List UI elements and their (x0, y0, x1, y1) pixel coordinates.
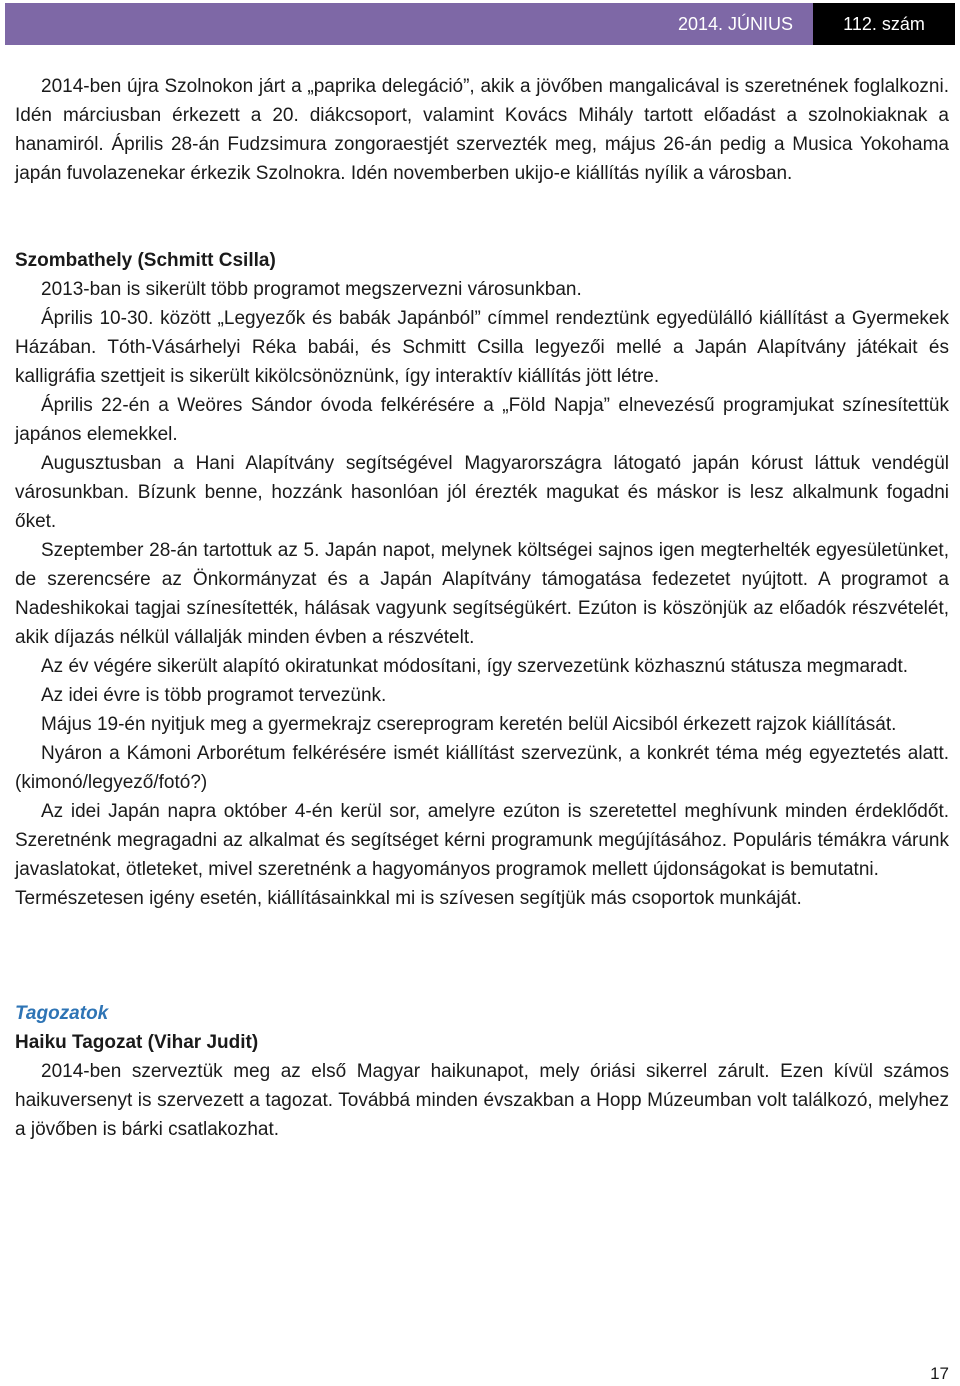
section-title-tagozatok: Tagozatok (15, 1003, 109, 1024)
szombathely-paragraph: Augusztusban a Hani Alapítvány segítségével Magyarországra látogató japán kórust láttuk vendégül városunkban. Bízunk benne, hozzánk hasonlóan jól érezték magukat és máskor is lesz alkalmunk fogadni őket. (15, 453, 949, 532)
haiku-paragraph: 2014-ben szerveztük meg az első Magyar haikunapot, mely óriási sikerrel zárult. Ezen kívül számos haikuversenyt is szervezett a tagozat. Továbbá minden évszakban a Hopp Múzeumban volt találkozó, melyhez a jövőben is bárki csatlakozhat. (15, 1061, 949, 1140)
szombathely-paragraph: 2013-ban is sikerült több programot megszervezni városunkban. (41, 279, 582, 300)
szombathely-paragraph: Április 22-én a Weöres Sándor óvoda felkérésére a „Föld Napja” elnevezésű programjukat színesítettük japános elemekkel. (15, 395, 949, 445)
szombathely-paragraph: Szeptember 28-án tartottuk az 5. Japán napot, melynek költségei sajnos igen megterhelték egyesületünket, de szerencsére az Önkormányzat és a Japán Alapítvány támogatása fedezetet nyújtott. A programot a Nadeshikokai tagjai színesítették, hálásak vagyunk segítségükért. Ezúton is köszönjük az előadók részvételét, akik díjazás nélkül vállalják minden évben a részvételt. (15, 540, 949, 648)
page-header (5, 3, 955, 45)
szombathely-paragraph: Május 19-én nyitjuk meg a gyermekrajz csereprogram keretén belül Aicsiból érkezett rajzok kiállítását. (41, 714, 897, 735)
header-date: 2014. JÚNIUS (677, 14, 793, 34)
page-number: 17 (930, 1364, 949, 1383)
article-body (15, 72, 949, 1144)
haiku-heading: Haiku Tagozat (Vihar Judit) (15, 1032, 259, 1053)
szombathely-paragraph: Április 10-30. között „Legyezők és babák Japánból” címmel rendeztünk egyedülálló kiállítást a Gyermekek Házában. Tóth-Vásárhelyi Réka babái, és Schmitt Csilla legyezői mellé a Japán Alapítvány játékait és kalligráfia szettjeit is sikerült kikölcsönöznünk, így interaktív kiállítás jött létre. (15, 308, 949, 387)
szombathely-closing: Természetesen igény esetén, kiállításainkkal mi is szívesen segítjük más csoportok munkáját. (15, 888, 802, 909)
szombathely-paragraph: Nyáron a Kámoni Arborétum felkérésére ismét kiállítást szervezünk, a konkrét téma még egyeztetés alatt. (kimonó/legyező/fotó?) (15, 743, 949, 793)
header-issue-number: 112. szám (813, 3, 955, 45)
szombathely-heading: Szombathely (Schmitt Csilla) (15, 250, 276, 271)
intro-paragraph: 2014-ben újra Szolnokon járt a „paprika delegáció”, akik a jövőben mangalicával is szeretnének foglalkozni. Idén márciusban érkezett a 20. diákcsoport, valamint Kovács Mihály tartott előadást a szolnokiaknak a hanamiról. Április 28-án Fudzsimura zongoraestjét szervezték meg, május 26-án pedig a Musica Yokohama japán fuvolazenekar érkezik Szolnokra. Idén novemberben ukijo-e kiállítás nyílik a városban. (15, 76, 949, 184)
szombathely-paragraph: Az idei évre is több programot tervezünk. (41, 685, 387, 706)
szombathely-paragraph: Az idei Japán napra október 4-én kerül sor, amelyre ezúton is szeretettel meghívunk minden érdeklődőt. Szeretnénk megragadni az alkalmat és segítséget kérni programunk megújításához. Populáris témákra várunk javaslatokat, ötleteket, mivel szeretnénk a hagyományos programok mellett újdonságokat is bemutatni. (15, 801, 949, 880)
szombathely-paragraph: Az év végére sikerült alapító okiratunkat módosítani, így szervezetünk közhasznú státusza megmaradt. (41, 656, 909, 677)
